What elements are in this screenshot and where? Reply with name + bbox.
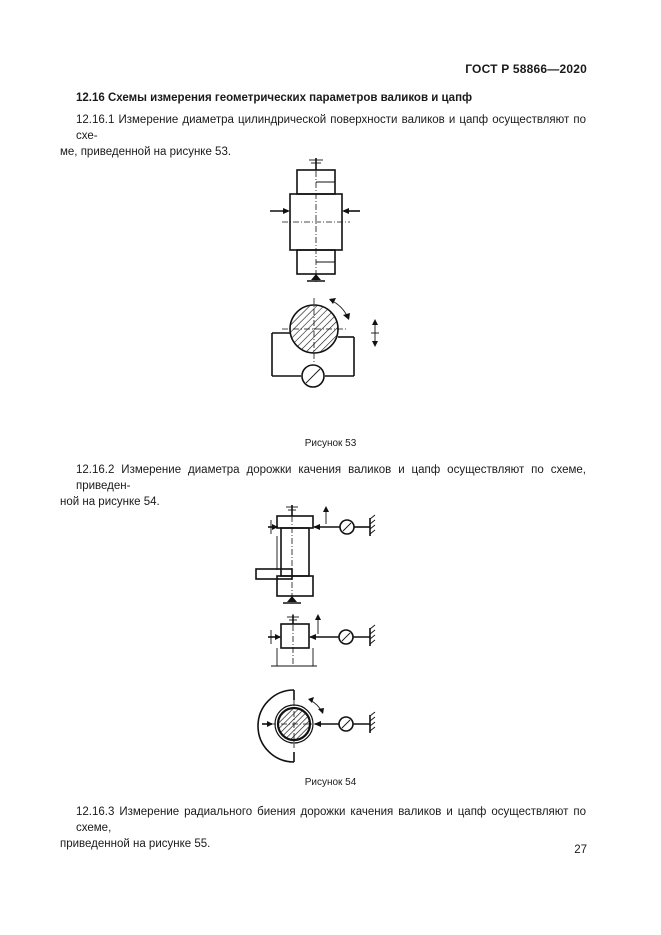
paragraph-line: 12.16.3 Измерение радиального биения дорожки качения валиков и цапф осуществляют по схеме, [76,806,586,834]
section-heading: 12.16 Схемы измерения геометрических параметров валиков и цапф [76,92,473,104]
page-number: 27 [574,844,587,856]
shaft-side-view [256,505,375,604]
figure-54-caption: Рисунок 54 [304,777,357,788]
paragraph-line: ной на рисунке 54. [60,496,160,508]
document-standard-header: ГОСТ Р 58866—2020 [465,62,587,76]
figure-53-caption: Рисунок 53 [304,438,357,449]
paragraph-line: ме, приведенной на рисунке 53. [60,146,232,158]
paragraph-line: 12.16.1 Измерение диаметра цилиндрической поверхности валиков и цапф осуществляют по схе- [76,114,586,142]
paragraph-12-16-3 [60,804,586,852]
shaft-detail-view [268,614,375,666]
paragraph-line: 12.16.2 Измерение диаметра дорожки качения валиков и цапф осуществляют по схеме, приведен- [76,464,586,492]
raceway-cross-section [258,690,375,762]
paragraph-line: приведенной на рисунке 55. [60,838,211,850]
